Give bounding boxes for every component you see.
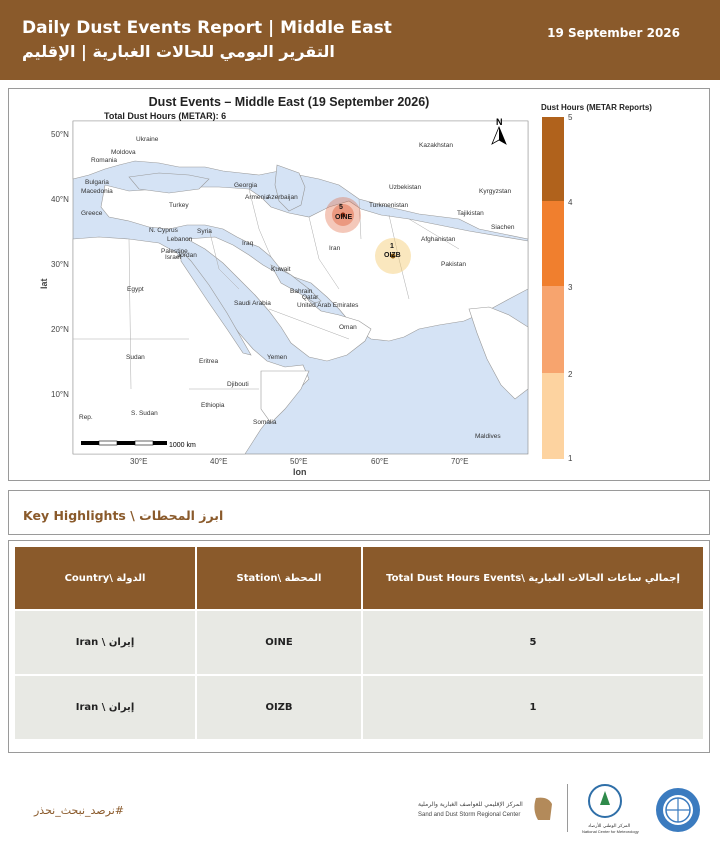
country-label: Somalia [253, 419, 277, 426]
sds-emblem-icon [534, 798, 552, 820]
country-label: Saudi Arabia [234, 300, 271, 307]
report-date: 19 September 2026 [547, 26, 680, 40]
country-label: Georgia [234, 182, 258, 189]
country-label: Afghanistan [421, 236, 456, 243]
country-label: Israel [165, 254, 181, 261]
wmo-logo [652, 784, 704, 840]
table-header-row [15, 547, 703, 609]
country-label: Greece [81, 210, 103, 217]
country-label: Kuwait [271, 266, 291, 273]
country-label: Yemen [267, 354, 287, 361]
station-oine[interactable] [325, 197, 361, 233]
legend-tick: 1 [568, 454, 573, 463]
legend-band-4-5 [542, 117, 564, 201]
station-oizb[interactable] [375, 238, 411, 274]
country-label: Jordan [177, 252, 197, 259]
station-hours-label: 5 [339, 204, 343, 211]
y-tick: 20°N [51, 325, 69, 334]
scale-bar-label: 1000 km [169, 442, 196, 449]
column-header-station: Station\ المحطة [197, 547, 361, 609]
legend-title: Dust Hours (METAR Reports) [541, 103, 652, 112]
key-highlights-bar [8, 490, 710, 535]
footer-hashtag: #نرصد_نبحث_نحذر [34, 804, 124, 817]
ncm-name-en: National Center for Meteorology [582, 829, 639, 834]
y-tick: 10°N [51, 390, 69, 399]
country-label: Kyrgyzstan [479, 188, 512, 195]
cell-total-hours: 1 [363, 676, 703, 739]
column-header-total-hours: Total Dust Hours Events\ إجمالي ساعات الحالات الغبارية [363, 547, 703, 609]
country-label: Turkmenistan [369, 202, 409, 209]
country-label: Egypt [127, 286, 144, 293]
country-label: Siachen [491, 224, 515, 231]
country-label: Kazakhstan [419, 142, 453, 149]
cell-country: Iran \ إيران [15, 676, 195, 739]
sds-center-logo [418, 796, 558, 826]
y-tick: 30°N [51, 260, 69, 269]
report-title-en: Daily Dust Events Report | Middle East [22, 18, 392, 38]
country-label: Sudan [126, 354, 145, 361]
country-label: Iraq [242, 240, 254, 247]
country-label: Lebanon [167, 236, 193, 243]
country-label: United Arab Emirates [297, 302, 359, 309]
country-label: Eritrea [199, 358, 219, 365]
country-label: Ethiopia [201, 402, 225, 409]
ncm-name-ar: المركز الوطني للأرصاد [588, 824, 631, 829]
station-code-label: OINE [335, 214, 353, 221]
map-panel [8, 88, 710, 481]
country-label: S. Sudan [131, 410, 158, 417]
country-label: Rep. [79, 414, 93, 421]
legend-colorbar [542, 113, 573, 463]
report-title-ar: التقرير اليومي للحالات الغبارية | الإقليم [22, 42, 335, 61]
country-label: Maldives [475, 433, 501, 440]
country-label: Turkey [169, 202, 189, 209]
x-axis-label: lon [293, 467, 307, 477]
ncm-logo [580, 783, 639, 839]
cell-station: OINE [197, 611, 361, 674]
country-label: N. Cyprus [149, 227, 178, 234]
country-label: Romania [91, 157, 118, 164]
country-label: Oman [339, 324, 357, 331]
station-hours-label: 1 [390, 243, 394, 250]
legend-band-1-2 [542, 373, 564, 459]
country-label: Palestine [161, 248, 188, 255]
stations-table [13, 545, 705, 741]
legend-tick: 2 [568, 370, 573, 379]
country-label: Macedonia [81, 188, 113, 195]
x-tick: 60°E [371, 457, 389, 466]
country-label: Uzbekistan [389, 184, 422, 191]
y-axis-label: lat [39, 278, 49, 289]
x-tick: 30°E [130, 457, 148, 466]
country-label: Bulgaria [85, 179, 109, 186]
map-subtitle: Total Dust Hours (METAR): 6 [104, 111, 227, 121]
legend-band-2-3 [542, 286, 564, 373]
report-header [0, 0, 720, 80]
country-label: Moldova [111, 149, 136, 156]
country-label: Bahrain [290, 288, 313, 295]
station-code-label: OIZB [384, 252, 401, 259]
sds-name-en: Sand and Dust Storm Regional Center [418, 812, 521, 818]
table-row [15, 676, 703, 739]
y-axis-ticks [51, 130, 69, 399]
country-label: Ukraine [136, 136, 159, 143]
x-axis-ticks [130, 457, 468, 466]
legend-band-3-4 [542, 201, 564, 286]
y-tick: 50°N [51, 130, 69, 139]
map-title: Dust Events – Middle East (19 September 2026) [148, 95, 430, 109]
x-tick: 40°E [210, 457, 228, 466]
cell-country: Iran \ إيران [15, 611, 195, 674]
y-tick: 40°N [51, 195, 69, 204]
country-label: Tajikistan [457, 210, 484, 217]
country-label: Qatar [302, 294, 319, 301]
dust-events-map [9, 89, 711, 482]
x-tick: 50°E [290, 457, 308, 466]
column-header-country: Country\ الدولة [15, 547, 195, 609]
country-label: Djibouti [227, 381, 249, 388]
sds-name-ar: المركز الإقليمي للعواصف الغبارية والرملية [418, 801, 523, 808]
stations-table-container [8, 540, 710, 753]
country-label: Pakistan [441, 261, 466, 268]
cell-total-hours: 5 [363, 611, 703, 674]
key-highlights-label: Key Highlights \ ابرز المحطات [23, 508, 224, 523]
x-tick: 70°E [451, 457, 469, 466]
north-label: N [496, 117, 503, 127]
country-label: Armenia [245, 194, 270, 201]
legend-tick: 4 [568, 198, 573, 207]
country-label: Azerbaijan [267, 194, 298, 201]
table-row [15, 611, 703, 674]
country-label: Iran [329, 245, 341, 252]
legend-tick: 3 [568, 283, 573, 292]
cell-station: OIZB [197, 676, 361, 739]
legend-tick: 5 [568, 113, 573, 122]
logo-divider [567, 784, 568, 832]
country-label: Syria [197, 228, 212, 235]
